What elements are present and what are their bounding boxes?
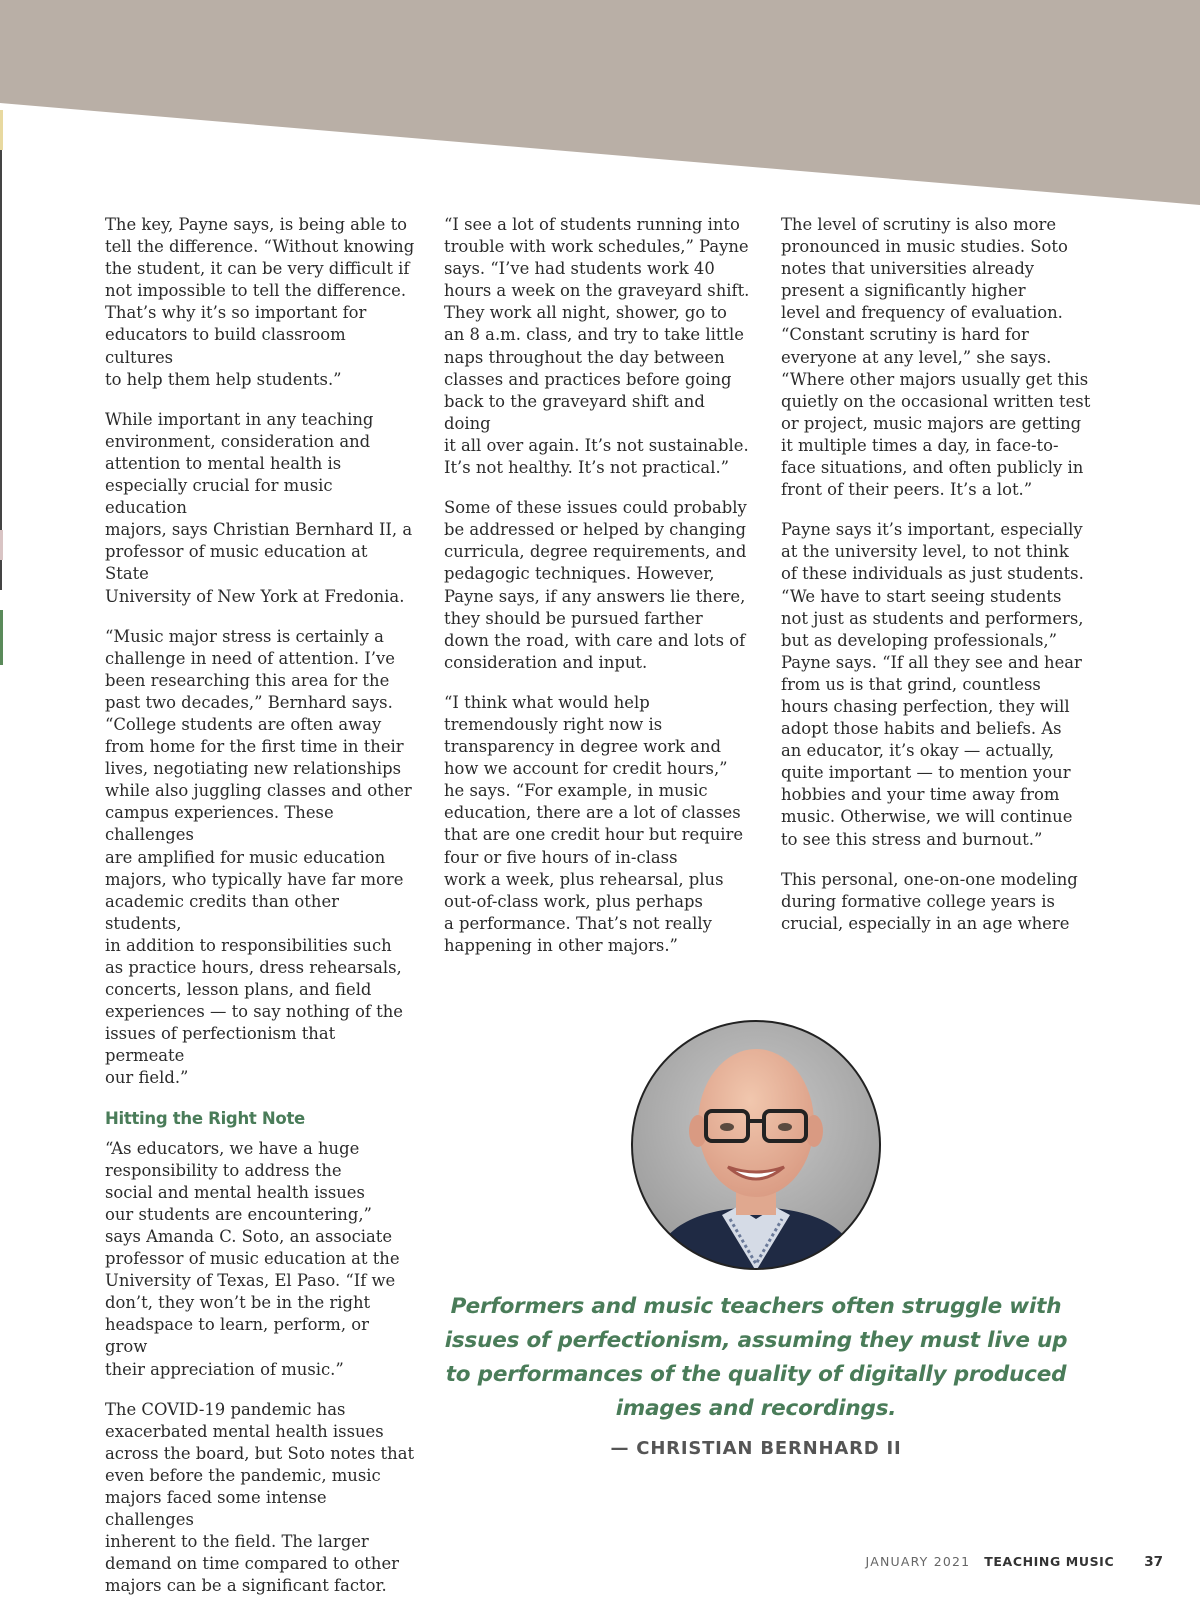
header-band	[0, 0, 1200, 210]
left-edge-marks	[0, 110, 3, 670]
paragraph: The level of scrutiny is also more pronounced in music studies. Soto notes that universities already present a significantly higher level and frequency of evaluation. “Constant scrutiny is hard for everyone at any level,” she says. “Where other majors usually get this quietly on the occasional written test or project, music majors are getting it multiple times a day, in face-to- face situations, and often publicly in front of their peers. It’s a lot.”	[781, 215, 1091, 500]
paragraph: “As educators, we have a huge responsibility to address the social and mental health issues our students are encountering,” says Amanda C. Soto, an associate professor of music education at the University of Texas, El Paso. “If we don’t, they won’t be in the right headspace to learn, perform, or grow their appreciation of music.”	[105, 1138, 400, 1379]
pull-quote: Performers and music teachers often struggle with issues of perfectionism, assuming they must live up to performances of the quality of digitally produced images and recordings.	[444, 1294, 1068, 1421]
issue-date: JANUARY 2021	[865, 1554, 971, 1569]
magazine-title: TEACHING MUSIC	[984, 1554, 1115, 1569]
paragraph: Some of these issues could probably be addressed or helped by changing curricula, degree requirements, and pedagogic techniques. However, Payne says, if any answers lie there, they should be pursued farther down the road, with care and lots of consideration and input.	[444, 498, 747, 672]
section-subhead: Hitting the Right Note	[105, 1108, 305, 1128]
paragraph: The COVID-19 pandemic has exacerbated mental health issues across the board, but Soto notes that even before the pandemic, music majors faced some intense challenges inherent to the field. The larger demand on time compared to other majors can be a significant factor.	[105, 1399, 415, 1596]
paragraph: Payne says it’s important, especially at the university level, to not think of these individuals as just students. “We have to start seeing students not just as students and performers, but as developing professionals,” Payne says. “If all they see and hear from us is that grind, countless hours chasing perfection, they will adopt those habits and beliefs. As an educator, it’s okay — actually, quite important — to mention your hobbies and your time away from music. Otherwise, we will continue to see this stress and burnout.”	[781, 520, 1084, 849]
paragraph: “I think what would help tremendously right now is transparency in degree work and how we account for credit hours,” he says. “For example, in music education, there are a lot of classes that are one credit hour but require four or five hours of in-class work a week, plus rehearsal, plus out-of-class work, plus perhaps a performance. That’s not really happening in other majors.”	[444, 692, 744, 955]
pull-quote-attribution: — CHRISTIAN BERNHARD II	[610, 1438, 902, 1459]
page-footer	[866, 1554, 1163, 1570]
header-band-shape	[0, 0, 1200, 205]
paragraph: This personal, one-on-one modeling during formative college years is crucial, especially in an age where	[781, 869, 1078, 933]
paragraph: While important in any teaching environment, consideration and attention to mental health is especially crucial for music education majors, says Christian Bernhard II, a professor of music education at State University of New York at Fredonia.	[105, 409, 413, 606]
page-number: 37	[1144, 1554, 1163, 1570]
paragraph: “I see a lot of students running into trouble with work schedules,” Payne says. “I’ve had students work 40 hours a week on the graveyard shift. They work all night, shower, go to an 8 a.m. class, and try to take little naps throughout the day between classes and practices before going back to the graveyard shift and doing it all over again. It’s not sustainable. It’s not healthy. It’s not practical.”	[444, 215, 750, 478]
article-column-1	[105, 214, 415, 1615]
article-column-3	[781, 214, 1091, 953]
portrait-photo	[630, 1019, 882, 1271]
paragraph: The key, Payne says, is being able to tell the difference. “Without knowing the student, it can be very difficult if not impossible to tell the difference. That’s why it’s so important for educators to build classroom cultures to help them help students.”	[105, 215, 415, 389]
article-column-2	[444, 214, 754, 975]
paragraph: “Music major stress is certainly a challenge in need of attention. I’ve been researching this area for the past two decades,” Bernhard says. “College students are often away from home for the first time in their lives, negotiating new relationships while also juggling classes and other campus experiences. These challenges are amplified for music education majors, who typically have far more academic credits than other students, in addition to responsibilities such as practice hours, dress rehearsals, concerts, lesson plans, and field experiences — to say nothing of the issues of perfectionism that permeate our field.”	[105, 626, 412, 1088]
